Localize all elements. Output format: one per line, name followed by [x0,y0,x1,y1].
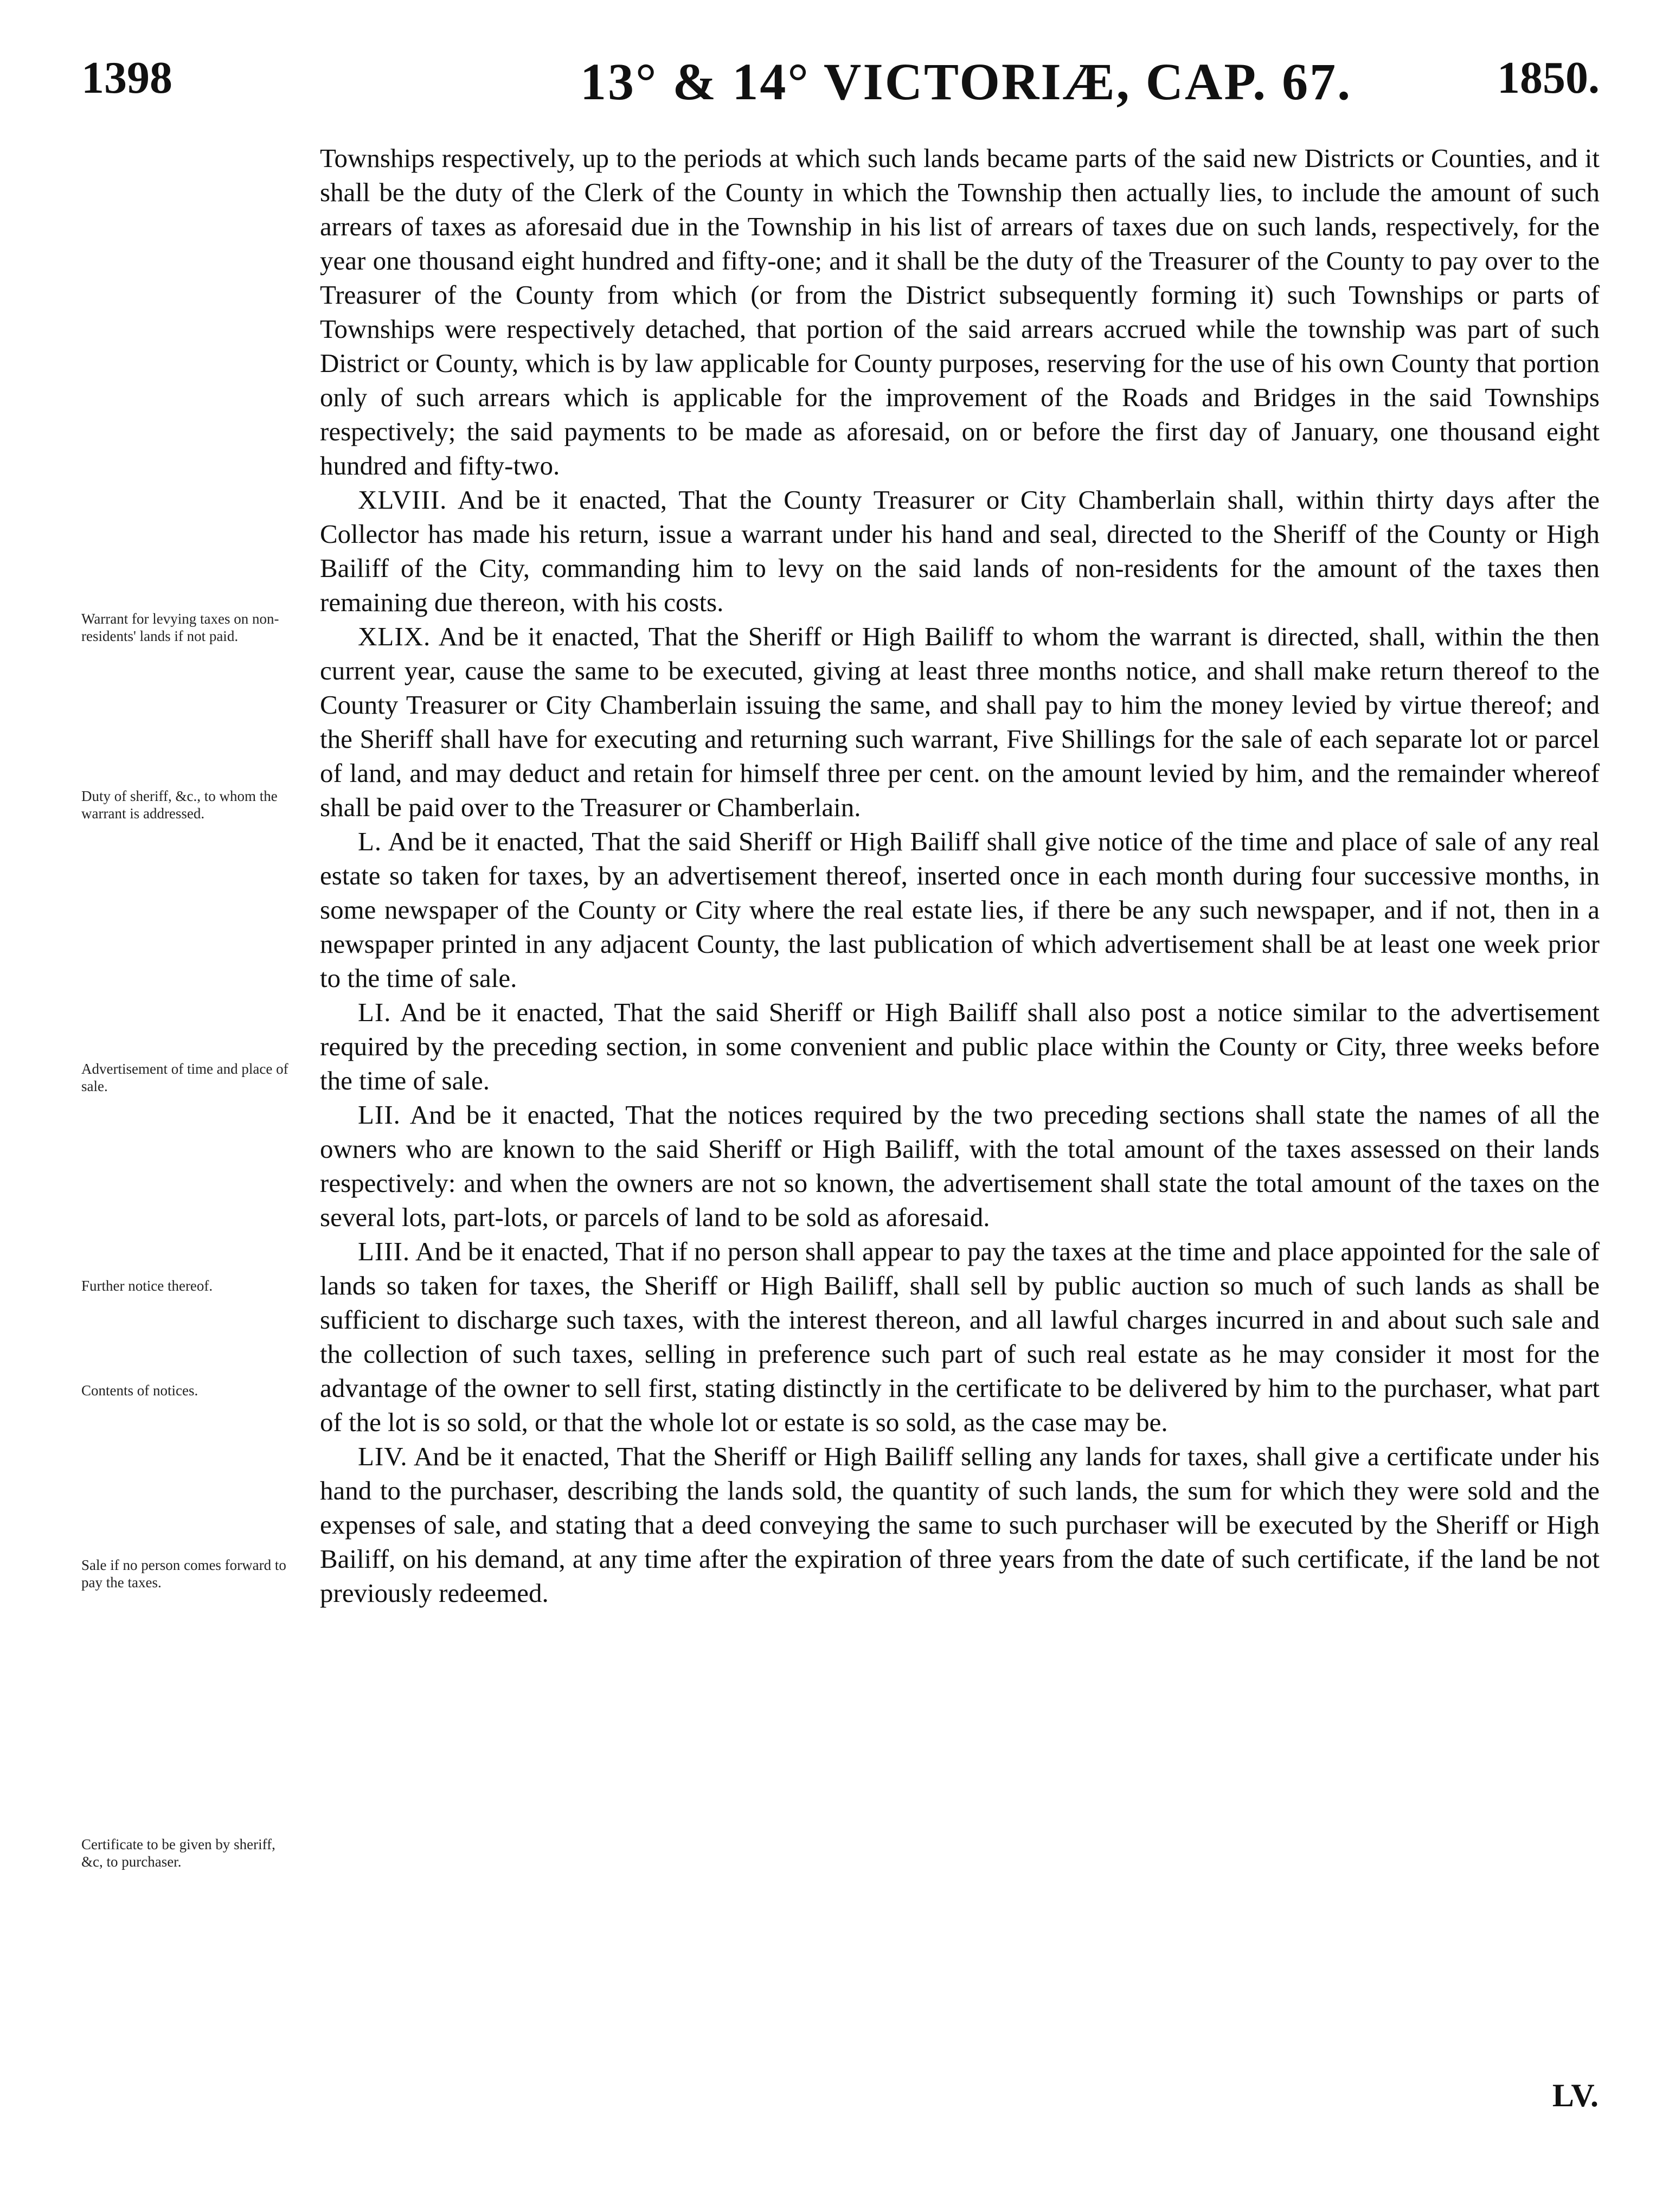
section-number: XLVIII. [358,485,447,515]
marginal-note: Duty of sheriff, &c., to whom the warrant is addressed. [81,788,278,822]
section-text: And be it enacted, That the notices required by the two preceding sections shall state the names of all the owners who are known to the said Sheriff or High Bailiff, with the total amount of the taxes assessed on their lands respectively: and when the owners are not so known, the advertisement shall state the total amount of the taxes on the several lots, part-lots, or parcels of land to be sold as aforesaid. [320,1100,1600,1232]
section-paragraph [320,1234,1600,1439]
header-year: 1850. [1497,53,1600,103]
catchword: LV. [1552,2078,1599,2113]
marginal-note: Contents of notices. [81,1382,198,1399]
marginal-note: Certificate to be given by sheriff, &c, to purchaser. [81,1836,275,1870]
marginal-note: Warrant for levying taxes on non-residents' lands if not paid. [81,611,279,644]
section-number: XLIX. [358,621,431,651]
section-text: And be it enacted, That the said Sheriff or High Bailiff shall also post a notice similar to the advertisement required by the preceding section, in some convenient and public place within the County or City, three weeks before the time of sale. [320,997,1600,1095]
section-text: And be it enacted, That the Sheriff or High Bailiff to whom the warrant is directed, shall, within the then current year, cause the same to be executed, giving at least three months notice, and shall make return thereof to the County Treasurer or City Chamberlain issuing the same, and shall pay to him the money levied by virtue thereof; and the Sheriff shall have for executing and returning such warrant, Five Shillings for the sale of each separate lot or parcel of land, and may deduct and retain for himself three per cent. on the amount levied by him, and the remainder whereof shall be paid over to the Treasurer or Chamberlain. [320,621,1600,822]
section-paragraph [320,1439,1600,1610]
section-text: And be it enacted, That the County Treasurer or City Chamberlain shall, within thirty days after the Collector has made his return, issue a warrant under his hand and seal, directed to the Sheriff of the County or High Bailiff of the City, commanding him to levy on the said lands of non-residents for the amount of the taxes then remaining due thereon, with his costs. [320,485,1600,617]
section-paragraph [320,995,1600,1098]
section-number: LIV. [358,1441,408,1471]
section-paragraph [320,619,1600,824]
section-text: And be it enacted, That if no person shall appear to pay the taxes at the time and place appointed for the sale of lands so taken for taxes, the Sheriff or High Bailiff, shall sell by public auction so much of such lands as shall be sufficient to discharge such taxes, with the interest thereon, and all lawful charges incurred in and about such sale and the collection of such taxes, selling in preference such part of such real estate as he may consider it most for the advantage of the owner to sell first, stating distinctly in the certificate to be delivered by him to the purchaser, what part of the lot is so sold, or that the whole lot or estate is so sold, as the case may be. [320,1236,1600,1437]
page-number: 1398 [81,53,172,103]
section-paragraph [320,1098,1600,1234]
section-number: LIII. [358,1236,410,1266]
marginal-note: Advertisement of time and place of sale. [81,1061,288,1094]
continuation-paragraph: Townships respectively, up to the periods at which such lands became parts of the said new Districts or Counties, and it shall be the duty of the Clerk of the County in which the Township then actually lies, to include the amount of such arrears of taxes as aforesaid due in the Township in his list of arrears of taxes due on such lands, respectively, for the year one thousand eight hundred and fifty-one; and it shall be the duty of the Treasurer of the County to pay over to the Treasurer of the County from which (or from the District subsequently forming it) such Townships or parts of Townships were respectively detached, that portion of the said arrears accrued while the township was part of such District or County, which is by law applicable for County purposes, reserving for the use of his own County that portion only of such arrears which is applicable for the improvement of the Roads and Bridges in the said Townships respectively; the said payments to be made as aforesaid, on or before the first day of January, one thousand eight hundred and fifty-two. [320,143,1600,480]
marginal-note: Further notice thereof. [81,1278,213,1294]
running-title: 13° & 14° VICTORIÆ, CAP. 67. [580,53,1352,111]
page-header [81,52,1600,117]
section-paragraph [320,824,1600,995]
section-number: LI. [358,997,391,1027]
section-text: And be it enacted, That the Sheriff or High Bailiff selling any lands for taxes, shall give a certificate under his hand to the purchaser, describing the lands sold, the quantity of such lands, the sum for which they were sold and the expenses of sale, and stating that a deed conveying the same to such purchaser will be executed by the Sheriff or High Bailiff, on his demand, at any time after the expiration of three years from the date of such certificate, if the land be not previously redeemed. [320,1441,1600,1608]
marginal-note: Sale if no person comes forward to pay the taxes. [81,1557,286,1591]
body-text [320,141,1600,1610]
section-number: LII. [358,1100,401,1130]
section-text: And be it enacted, That the said Sheriff or High Bailiff shall give notice of the time and place of sale of any real estate so taken for taxes, by an advertisement thereof, inserted once in each month during four successive months, in some newspaper of the County or City where the real estate lies, if there be any such newspaper, and if not, then in a newspaper printed in any adjacent County, the last publication of which advertisement shall be at least one week prior to the time of sale. [320,826,1600,993]
section-paragraph [320,483,1600,619]
section-number: L. [358,826,382,856]
